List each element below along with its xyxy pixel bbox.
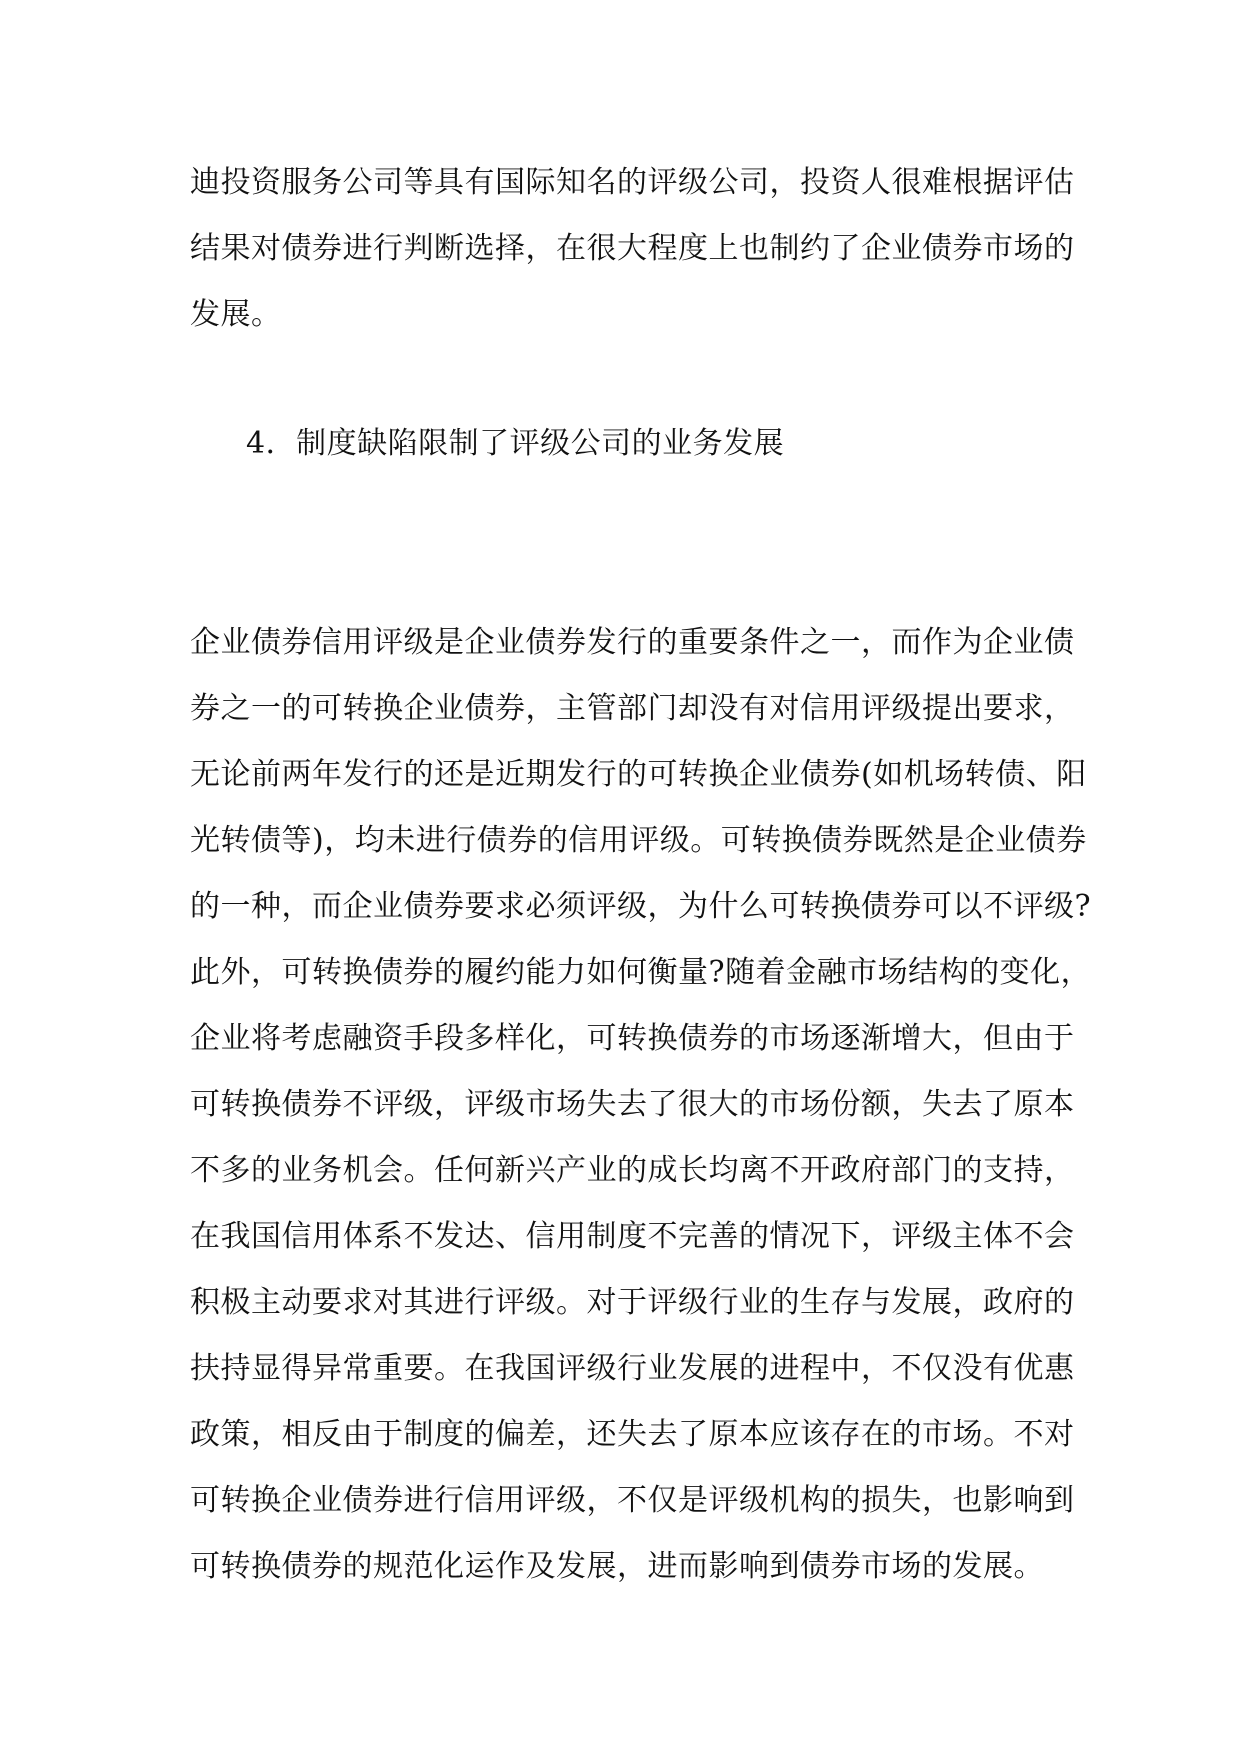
text-line: 企业将考虑融资手段多样化，可转换债券的市场逐渐增大，但由于 <box>190 1021 1075 1056</box>
text-line: 无论前两年发行的还是近期发行的可转换企业债券(如机场转债、阳 <box>190 757 1087 792</box>
text-line: 迪投资服务公司等具有国际知名的评级公司，投资人很难根据评估 <box>190 165 1075 200</box>
text-line: 光转债等)，均未进行债券的信用评级。可转换债券既然是企业债券 <box>190 823 1087 858</box>
text-line: 可转换债券不评级，评级市场失去了很大的市场份额，失去了原本 <box>190 1087 1075 1122</box>
text-line: 企业债券信用评级是企业债券发行的重要条件之一，而作为企业债 <box>190 625 1075 660</box>
paragraph-body <box>190 610 1092 1600</box>
text-line: 扶持显得异常重要。在我国评级行业发展的进程中，不仅没有优惠 <box>190 1351 1075 1386</box>
text-line: 发展。 <box>190 297 282 332</box>
text-line: 结果对债券进行判断选择，在很大程度上也制约了企业债券市场的 <box>190 231 1075 266</box>
section-heading: 4．制度缺陷限制了评级公司的业务发展 <box>246 426 785 461</box>
text-line: 积极主动要求对其进行评级。对于评级行业的生存与发展，政府的 <box>190 1285 1075 1320</box>
text-line: 的一种，而企业债券要求必须评级，为什么可转换债券可以不评级? <box>190 889 1092 924</box>
text-line: 在我国信用体系不发达、信用制度不完善的情况下，评级主体不会 <box>190 1219 1075 1254</box>
text-line: 可转换债券的规范化运作及发展，进而影响到债券市场的发展。 <box>190 1549 1044 1584</box>
paragraph-continuation <box>190 150 1075 348</box>
text-line: 此外，可转换债券的履约能力如何衡量?随着金融市场结构的变化， <box>190 955 1092 990</box>
text-line: 政策，相反由于制度的偏差，还失去了原本应该存在的市场。不对 <box>190 1417 1075 1452</box>
text-line: 可转换企业债券进行信用评级，不仅是评级机构的损失，也影响到 <box>190 1483 1075 1518</box>
text-line: 不多的业务机会。任何新兴产业的成长均离不开政府部门的支持， <box>190 1153 1075 1188</box>
text-line: 券之一的可转换企业债券，主管部门却没有对信用评级提出要求， <box>190 691 1075 726</box>
